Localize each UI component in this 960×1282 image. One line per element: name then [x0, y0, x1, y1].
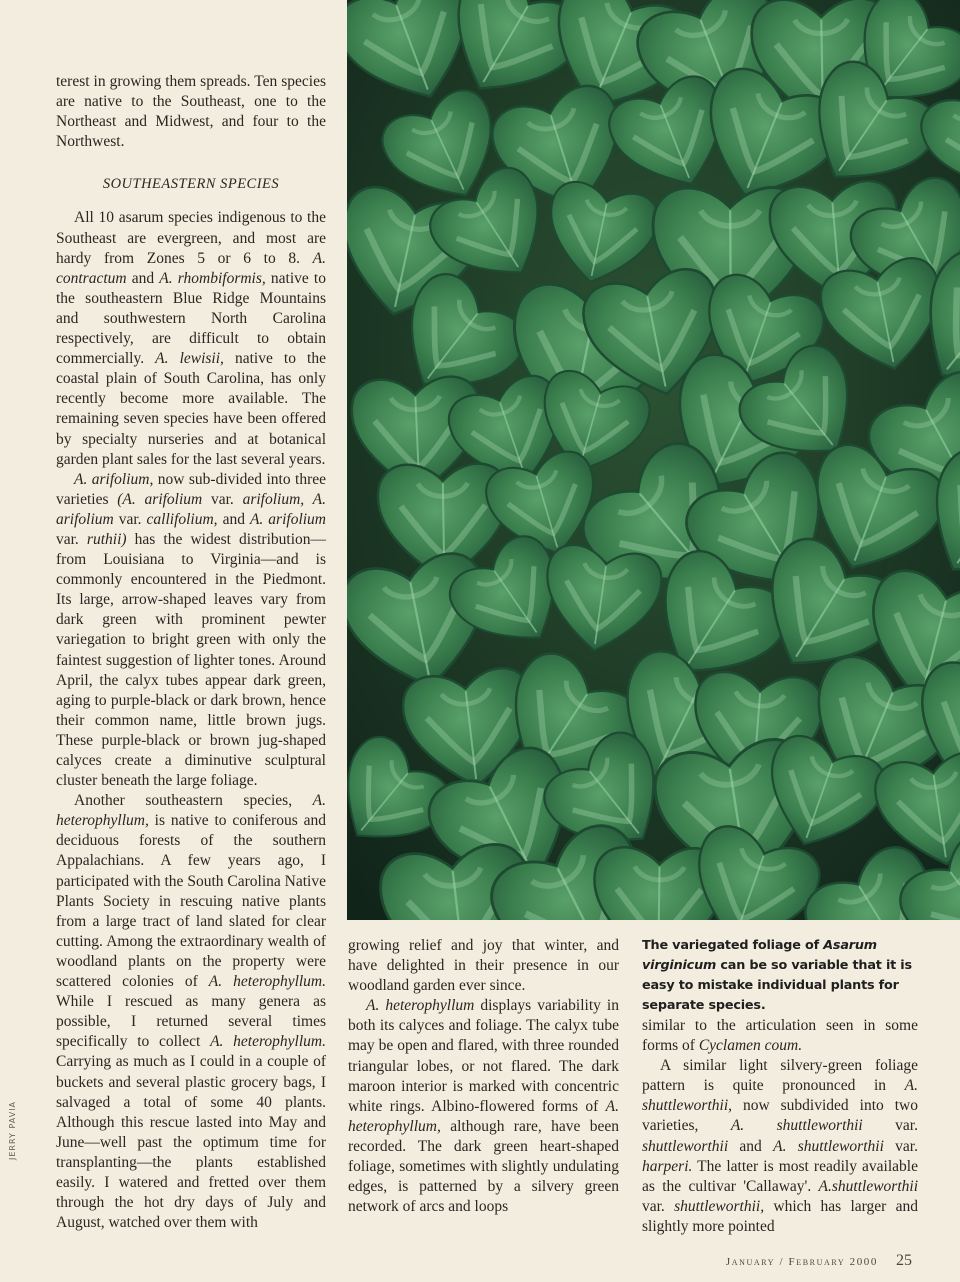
paragraph: A similar light silvery-green foliage pattern is quite pronounced in A. shuttleworthii, now subdivided into two varieties, A. shuttleworthii var. shuttleworthii and A. shuttleworthii var. harperi. The latter is most readily available as the cultivar 'Callaway'. A.shuttleworthii var. shuttleworthii, which has larger and slightly more pointed — [642, 1057, 918, 1235]
text-column-middle — [348, 936, 619, 1217]
leaf-illustration — [347, 0, 960, 920]
paragraph: growing relief and joy that winter, and have delighted in their presence in our woodland garden ever since. — [348, 937, 619, 995]
paragraph: All 10 asarum species indigenous to the Southeast are evergreen, and most are hardy from Zones 5 or 6 to 8. A. contractum and A. rhombiformis, native to the southeastern Blue Ridge Mountains and southwestern North Carolina respectively, are difficult to obtain commercially. A. lewisii, native to the coastal plain of South Carolina, has only recently become more available. The remaining seven species have been offered by specialty nurseries and at botanical garden plant sales for the last several years. — [56, 209, 326, 468]
paragraph: A. heterophyllum displays variability in both its calyces and foliage. The calyx tube may be open and flared, with three rounded triangular lobes, or not flared. The dark maroon interior is marked with concentric white rings. Albino-flowered forms of A. heterophyllum, although rare, have been recorded. The dark green heart-shaped foliage, sometimes with slightly undulating edges, is patterned by a silvery green network of arcs and loops — [348, 997, 619, 1216]
paragraph: similar to the articulation seen in some forms of Cyclamen coum. — [642, 1017, 918, 1055]
section-heading: SOUTHEASTERN SPECIES — [102, 176, 280, 193]
asarum-foliage-photo — [347, 0, 960, 920]
paragraph: terest in growing them spreads. Ten species are native to the Southeast, one to the Northeast and Midwest, and four to the Northwest. — [56, 73, 326, 151]
text-column-right — [642, 1016, 918, 1237]
page-footer — [726, 1252, 912, 1270]
photo-caption: The variegated foliage of Asarum virginicum can be so variable that it is easy to mistake individual plants for separate species. — [642, 938, 912, 1013]
paragraph: A. arifolium, now sub-divided into three varieties (A. arifolium var. arifolium, A. arifolium var. callifolium, and A. arifolium var. ruthii) has the widest distribution—from Louisiana to Virginia—and is commonly encountered in the Piedmont. Its large, arrow-shaped leaves vary from dark green with prominent pewter variegation to bright green with only the faintest suggestion of lighter tones. Around April, the calyx tubes appear dark green, aging to purple-black or dark brown, hence their common name, little brown jugs. These purple-black or brown jug-shaped calyces create a diminutive sculptural cluster beneath the large foliage. — [56, 470, 327, 790]
issue-date: January / February 2000 — [725, 1256, 878, 1268]
text-column-left — [56, 72, 326, 1233]
paragraph: Another southeastern species, A. heterophyllum, is native to coniferous and deciduous forests of the southern Appalachians. A few years ago, I participated with the South Carolina Native Plants Society in rescuing native plants from a large tract of land slated for clear cutting. Among the extraordinary wealth of woodland plants on the property were scattered colonies of A. heterophyllum. While I rescued as many genera as possible, I returned several times specifically to collect A. heterophyllum. Carrying as much as I could in a couple of buckets and several plastic grocery bags, I salvaged a total of some 40 plants. Although this rescue lasted into May and June—well past the optimum time for transplanting—the plants established easily. I watered and fretted over them through the hot dry days of July and August, watched over them with — [56, 792, 327, 1232]
photo-credit: JERRY PAVIA — [8, 1100, 17, 1160]
page-number: 25 — [896, 1252, 912, 1269]
